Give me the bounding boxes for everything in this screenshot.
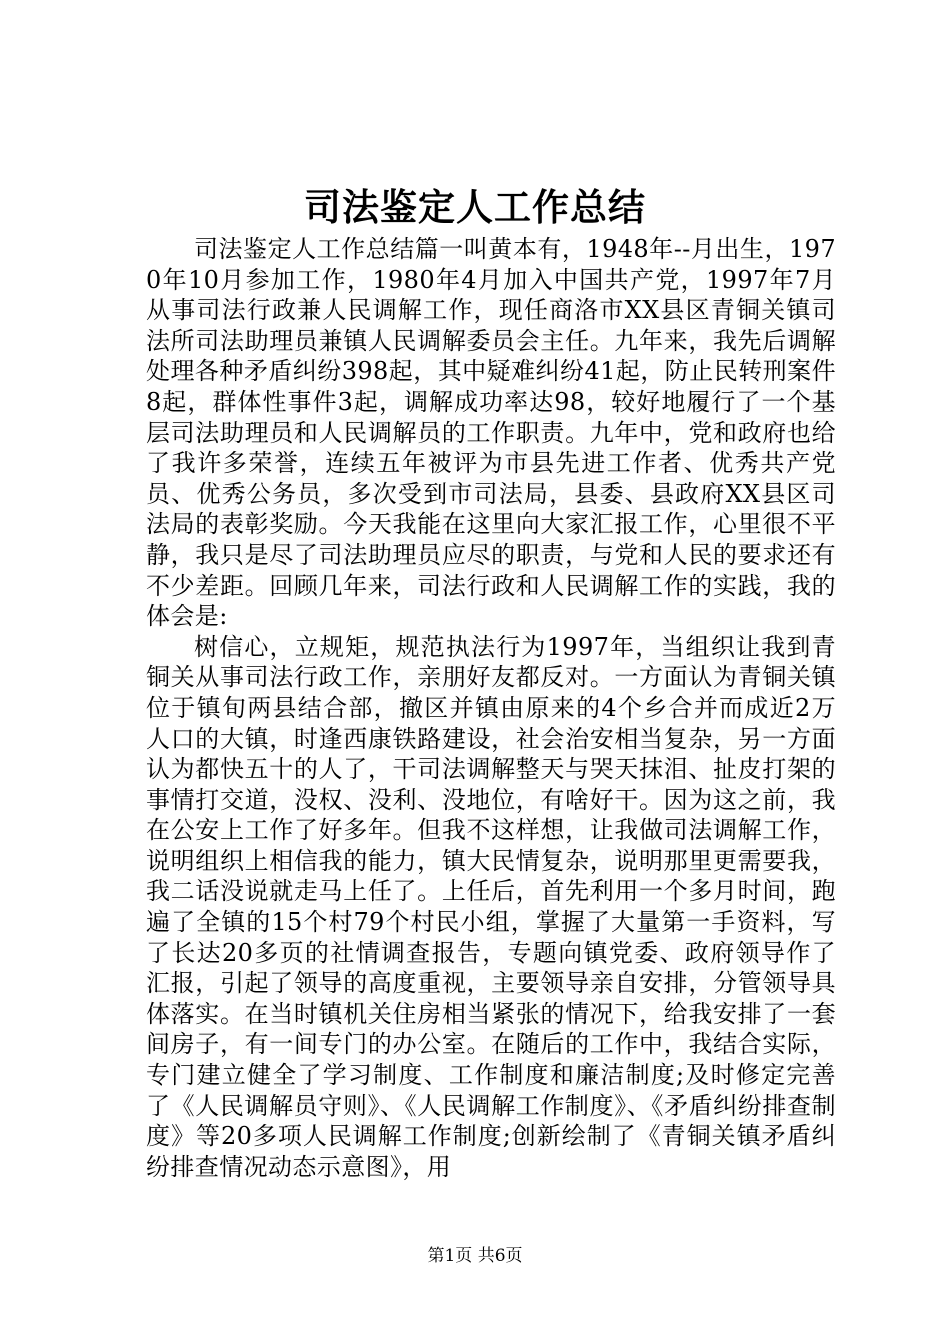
- document-body: [146, 234, 836, 1182]
- paragraph: 树信心，立规矩，规范执法行为1997年，当组织让我到青铜关从事司法行政工作，亲朋好友都反对。一方面认为青铜关镇位于镇旬两县结合部，撤区并镇由原来的4个乡合并而成近2万人口的大镇，时逢西康铁路建设，社会治安相当复杂，另一方面认为都快五十的人了，干司法调解整天与哭天抹泪、扯皮打架的事情打交道，没权、没利、没地位，有啥好干。因为这之前，我在公安上工作了好多年。但我不这样想，让我做司法调解工作，说明组织上相信我的能力，镇大民情复杂，说明那里更需要我，我二话没说就走马上任了。上任后，首先利用一个多月时间，跑遍了全镇的15个村79个村民小组，掌握了大量第一手资料，写了长达20多页的社情调查报告，专题向镇党委、政府领导作了汇报，引起了领导的高度重视，主要领导亲自安排，分管领导具体落实。在当时镇机关住房相当紧张的情况下，给我安排了一套间房子，有一间专门的办公室。在随后的工作中，我结合实际，专门建立健全了学习制度、工作制度和廉洁制度;及时修定完善了《人民调解员守则》、《人民调解工作制度》、《矛盾纠纷排查制度》等20多项人民调解工作制度;创新绘制了《青铜关镇矛盾纠纷排查情况动态示意图》，用: [146, 632, 836, 1181]
- paragraph: 司法鉴定人工作总结篇一叫黄本有，1948年--月出生，1970年10月参加工作，1980年4月加入中国共产党，1997年7月从事司法行政兼人民调解工作，现任商洛市XX县区青铜关镇司法所司法助理员兼镇人民调解委员会主任。九年来，我先后调解处理各种矛盾纠纷398起，其中疑难纠纷41起，防止民转刑案件8起，群体性事件3起，调解成功率达98，较好地履行了一个基层司法助理员和人民调解员的工作职责。九年中，党和政府也给了我许多荣誉，连续五年被评为市县先进工作者、优秀共产党员、优秀公务员，多次受到市司法局，县委、县政府XX县区司法局的表彰奖励。今天我能在这里向大家汇报工作，心里很不平静，我只是尽了司法助理员应尽的职责，与党和人民的要求还有不少差距。回顾几年来，司法行政和人民调解工作的实践，我的体会是:: [146, 235, 836, 631]
- page-title: 司法鉴定人工作总结: [304, 186, 646, 229]
- page-number: 第1页 共6页: [427, 1246, 523, 1266]
